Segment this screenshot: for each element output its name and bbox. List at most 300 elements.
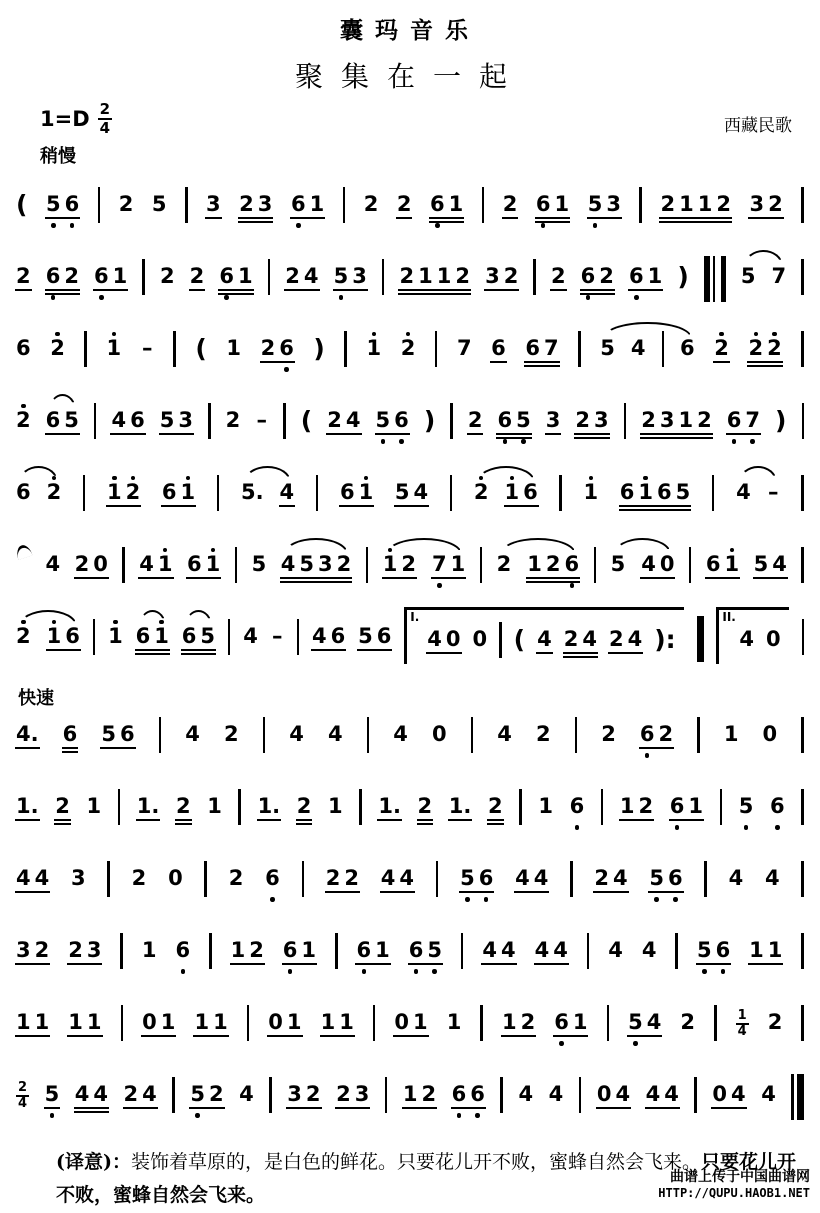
note-digit: 2 (285, 264, 300, 288)
note-group (265, 858, 280, 903)
note-digit: 1 (205, 552, 221, 576)
note-group (160, 400, 193, 445)
dot (70, 223, 75, 228)
note (768, 1002, 783, 1047)
beam-underline (487, 819, 504, 821)
note-digit: 6 (580, 264, 596, 288)
note-group (609, 619, 642, 664)
note-digit: 6 (135, 624, 151, 648)
note-digit: 6 (65, 624, 80, 648)
note-digit: 2 (545, 552, 561, 576)
beam-underline (320, 1035, 355, 1037)
paren-text: ( (16, 190, 28, 219)
note-group (551, 256, 566, 301)
barline (801, 861, 804, 897)
note-group (527, 544, 579, 589)
note-digit: 1 (107, 480, 122, 504)
note (535, 930, 550, 975)
note-digit: 6 (629, 264, 644, 288)
note-digit: 2 (473, 480, 489, 504)
note (772, 256, 787, 301)
beam-underline-2 (619, 509, 692, 511)
note-digit: 1 (638, 480, 654, 504)
note-digit: 2 (599, 264, 614, 288)
note (736, 472, 751, 517)
note-digit: 6 (175, 938, 191, 962)
note (336, 1074, 351, 1119)
note-group (765, 858, 780, 903)
beam-underline (44, 1107, 61, 1109)
note-digit: 7 (745, 408, 760, 432)
note (358, 616, 373, 661)
note (16, 858, 31, 903)
note (185, 714, 200, 759)
beam-underline (490, 361, 507, 363)
beam-underline (431, 577, 466, 579)
note-group (141, 328, 154, 373)
slur (497, 544, 580, 589)
note (289, 714, 304, 759)
barline (366, 547, 369, 583)
note-digit: 1 (767, 938, 783, 962)
barline (172, 1077, 175, 1113)
note-group (226, 400, 241, 445)
paren-text: ) (423, 406, 436, 435)
note-digit: 6 (523, 480, 538, 504)
note-digit: 2 (344, 866, 360, 890)
note-digit: 2 (239, 192, 254, 216)
barline (801, 933, 804, 969)
dot (721, 256, 726, 276)
note-digit: 4 (646, 1010, 662, 1034)
note (301, 930, 316, 975)
note-digit: 2 (520, 1010, 536, 1034)
dot (432, 969, 437, 974)
bar-thick (704, 256, 710, 302)
beam-underline-2 (54, 823, 71, 825)
note-group (535, 930, 568, 975)
note (609, 619, 624, 664)
dot (284, 367, 289, 372)
note (739, 619, 754, 664)
barline (436, 861, 439, 897)
beam-underline (161, 505, 196, 507)
note-digit: 7 (456, 336, 472, 360)
note-group (748, 328, 781, 373)
note (479, 858, 494, 903)
beam-underline (459, 891, 494, 893)
note-group (239, 1074, 254, 1119)
score-line (16, 256, 804, 304)
note-group (460, 858, 493, 903)
note-group (763, 714, 778, 759)
barline (93, 619, 96, 655)
barline (235, 547, 238, 583)
dot (673, 897, 678, 902)
note-group (291, 184, 324, 229)
score-line (16, 328, 804, 376)
beam-underline (325, 891, 360, 893)
note (457, 328, 472, 373)
dot (399, 439, 404, 444)
beam-underline (593, 891, 628, 893)
note-digit: 4 (303, 264, 319, 288)
dot (51, 223, 56, 228)
note (606, 184, 621, 229)
note-group (321, 1002, 354, 1047)
note-digit: 4 (142, 1082, 157, 1106)
beam-underline (267, 1035, 302, 1037)
barline (559, 475, 562, 511)
beam-underline (45, 433, 80, 435)
note-digit: 1 (213, 1010, 228, 1034)
note-digit: 1 (527, 552, 542, 576)
beam-underline (181, 649, 216, 651)
note (137, 786, 160, 831)
beam-underline-2 (535, 221, 570, 223)
note-digit: 3 (659, 408, 675, 432)
beam-underline (535, 217, 570, 219)
note-group (640, 714, 673, 759)
barline (173, 331, 176, 367)
note-group (447, 1002, 462, 1047)
beam-underline (659, 217, 732, 219)
note-digit: 4 (482, 938, 497, 962)
note (255, 400, 268, 445)
note-group (297, 786, 312, 831)
note-digit: 3 (545, 408, 561, 432)
note-digit: 2 (767, 336, 782, 360)
note-group (68, 1002, 101, 1047)
paren-text: ( (300, 406, 313, 435)
note-group (255, 400, 268, 445)
beam-underline-2 (487, 823, 504, 825)
note (427, 619, 442, 664)
note-group (570, 786, 585, 831)
note-group (16, 616, 31, 661)
note-digit: 2 (714, 336, 729, 360)
note (549, 1074, 564, 1119)
note-digit: 2 (594, 866, 609, 890)
note (16, 400, 31, 445)
note-digit: 1 (688, 794, 704, 818)
note-group (63, 714, 78, 759)
note (213, 1002, 228, 1047)
time-signature-change (16, 1081, 29, 1112)
note-group (772, 256, 787, 301)
note-group (142, 1002, 175, 1047)
octave-dot-above (131, 472, 136, 480)
beam-underline (377, 819, 402, 821)
note-digit: 1 (112, 264, 128, 288)
beam-underline (333, 289, 368, 291)
note-group (16, 472, 31, 517)
note (521, 1002, 536, 1047)
note (501, 930, 516, 975)
beam-underline (15, 747, 40, 749)
note (409, 930, 424, 975)
note (226, 328, 241, 373)
dot (744, 825, 749, 830)
note-digit: 2 (305, 1082, 321, 1106)
beam-underline (711, 1107, 746, 1109)
dot (381, 439, 386, 444)
beam-underline (205, 217, 222, 219)
dot (435, 223, 440, 228)
note (688, 786, 703, 831)
barline (801, 789, 804, 825)
note-digit: 1 (413, 1010, 428, 1034)
note (261, 328, 276, 373)
note-digit: 2 (189, 264, 205, 288)
note-digit: 6 (339, 480, 355, 504)
beam-underline-2 (659, 221, 732, 223)
beam-underline (123, 1107, 158, 1109)
note-group (549, 1074, 564, 1119)
note (268, 1002, 283, 1047)
note-group (207, 786, 222, 831)
dot (224, 295, 229, 300)
dot (750, 439, 755, 444)
note-group (326, 858, 359, 903)
note-digit: 5 (101, 722, 116, 746)
note-digit: 2 (175, 794, 191, 818)
beam-underline (467, 433, 484, 435)
note-digit: 6 (186, 552, 202, 576)
note-digit: 1 (230, 938, 246, 962)
note-digit: 6 (161, 480, 177, 504)
note-digit: 2 (748, 336, 764, 360)
note (68, 930, 83, 975)
note (265, 858, 280, 903)
note-digit: 6 (497, 408, 513, 432)
note-digit: 1 (436, 264, 452, 288)
note (94, 256, 109, 301)
octave-dot-above (159, 616, 164, 624)
note-digit: 4 (74, 1082, 90, 1106)
note (770, 786, 785, 831)
barline (500, 1077, 503, 1113)
note-group (142, 930, 157, 975)
note-digit: 1 (16, 1010, 31, 1034)
note (45, 1074, 60, 1119)
note-digit: 4 (16, 866, 31, 890)
note-group (393, 714, 408, 759)
note-digit: 5 (45, 192, 61, 216)
note-digit: 2 (363, 192, 379, 216)
note-digit: 5 (587, 192, 603, 216)
note-digit: 2 (496, 552, 512, 576)
beam-underline-2 (574, 437, 609, 439)
beam-underline-2 (62, 751, 79, 753)
note (124, 1074, 139, 1119)
note-digit: 3 (594, 408, 609, 432)
note (187, 544, 202, 589)
note-digit: 6 (394, 408, 409, 432)
barline (208, 403, 211, 439)
note-group (340, 472, 373, 517)
note-digit: 5 (600, 336, 615, 360)
note (588, 184, 603, 229)
note-digit: 2 (767, 1010, 783, 1034)
barline (335, 933, 338, 969)
note-group (739, 619, 754, 664)
note-group (47, 472, 62, 517)
note (731, 1074, 746, 1119)
note-digit: 5 (44, 1082, 60, 1106)
note (768, 930, 783, 975)
note-digit: 6 (282, 938, 298, 962)
note (503, 184, 518, 229)
note (93, 544, 108, 589)
note-digit: 2 (608, 627, 624, 651)
octave-dot-above (52, 616, 57, 624)
paren-text: ) (677, 262, 689, 291)
note (86, 786, 101, 831)
note (119, 184, 134, 229)
note-digit: 6 (451, 1082, 467, 1106)
barline (185, 187, 188, 223)
barline (480, 547, 483, 583)
note-digit: 2 (34, 938, 50, 962)
note-digit: 6 (564, 552, 580, 576)
beam-underline (394, 505, 429, 507)
note (749, 184, 764, 229)
note-digit: 2 (535, 722, 551, 746)
barline (94, 403, 97, 439)
paren-text: ) (313, 334, 325, 363)
barline (247, 1005, 250, 1041)
note-group (430, 184, 463, 229)
score-line (16, 786, 804, 834)
note-group (697, 930, 730, 975)
note-digit: 2 (641, 408, 656, 432)
note-digit: 2 (396, 192, 412, 216)
octave-dot-below (270, 891, 275, 903)
dot (702, 969, 707, 974)
barline (238, 789, 241, 825)
dot (484, 897, 489, 902)
note-group (334, 256, 367, 301)
note-digit: 4 (630, 336, 646, 360)
note-group (680, 328, 695, 373)
dot (457, 1113, 462, 1118)
beam-underline (375, 433, 410, 435)
note (680, 328, 695, 373)
note-digit: 5 (358, 624, 373, 648)
note-digit: 4 (765, 866, 780, 890)
barline (209, 933, 212, 969)
note-digit: 2 (487, 794, 503, 818)
note-group (594, 858, 627, 903)
beam-underline (110, 433, 145, 435)
beam-underline (645, 1107, 680, 1109)
note-digit: 5 (610, 552, 626, 576)
note-digit: 5 (200, 624, 215, 648)
note-group (641, 400, 712, 445)
note (741, 256, 756, 301)
beam-underline (284, 289, 319, 291)
final-barline (791, 1074, 804, 1120)
note (394, 400, 409, 445)
note (141, 328, 154, 373)
note-digit: 4 (345, 408, 361, 432)
note-group (497, 544, 512, 589)
note (727, 400, 742, 445)
note-group (397, 184, 412, 229)
volta-second-ending (716, 607, 788, 664)
beam-underline (296, 819, 313, 821)
note-digit: 1 (301, 938, 317, 962)
beam-underline-2 (175, 823, 192, 825)
note-digit: 2 (503, 264, 519, 288)
note (660, 544, 675, 589)
note-digit: 4 (645, 1082, 661, 1106)
note-digit: 2 (46, 480, 62, 504)
barline (801, 259, 804, 295)
note (16, 1002, 31, 1047)
note-digit: 0 (93, 552, 108, 576)
beam-underline (141, 1035, 176, 1037)
beam-underline (393, 1035, 428, 1037)
octave-dot-above (186, 472, 191, 480)
note (161, 1002, 176, 1047)
beam-underline (639, 747, 674, 749)
note (344, 858, 359, 903)
note-digit: 6 (705, 552, 721, 576)
note (226, 400, 241, 445)
note-digit: 1 (366, 336, 382, 360)
note-digit: 1 (358, 480, 374, 504)
beam-underline (45, 289, 80, 291)
note-group (268, 1002, 301, 1047)
note-digit: 4 (185, 722, 200, 746)
note (601, 714, 616, 759)
barline (801, 547, 804, 583)
beam-underline (502, 217, 519, 219)
volta-label: II. (722, 610, 736, 624)
note-group (409, 930, 442, 975)
beam-underline (311, 649, 346, 651)
note-digit: 4 (243, 624, 258, 648)
note-digit: 2 (208, 1082, 224, 1106)
note-digit: 1 (207, 794, 222, 818)
note (326, 858, 341, 903)
beam-underline (640, 433, 713, 435)
paren-text: ( (513, 625, 526, 654)
note (648, 256, 663, 301)
slur (182, 616, 215, 661)
note-group (581, 256, 614, 301)
note (422, 1074, 437, 1119)
dot (414, 969, 419, 974)
note-digit: 4 (761, 1082, 776, 1106)
octave-dot-above (388, 544, 393, 552)
note-digit: 5 (696, 938, 712, 962)
note (280, 472, 295, 517)
note (158, 544, 173, 589)
note-digit: 6 (219, 264, 234, 288)
beam-underline-2 (181, 653, 216, 655)
note-digit: 5 (299, 552, 314, 576)
note-digit: 6 (94, 264, 109, 288)
note (628, 1002, 643, 1047)
dot (570, 583, 575, 588)
note-group (55, 786, 70, 831)
note-group (641, 544, 674, 589)
barline (533, 259, 536, 295)
note-group (46, 400, 79, 445)
